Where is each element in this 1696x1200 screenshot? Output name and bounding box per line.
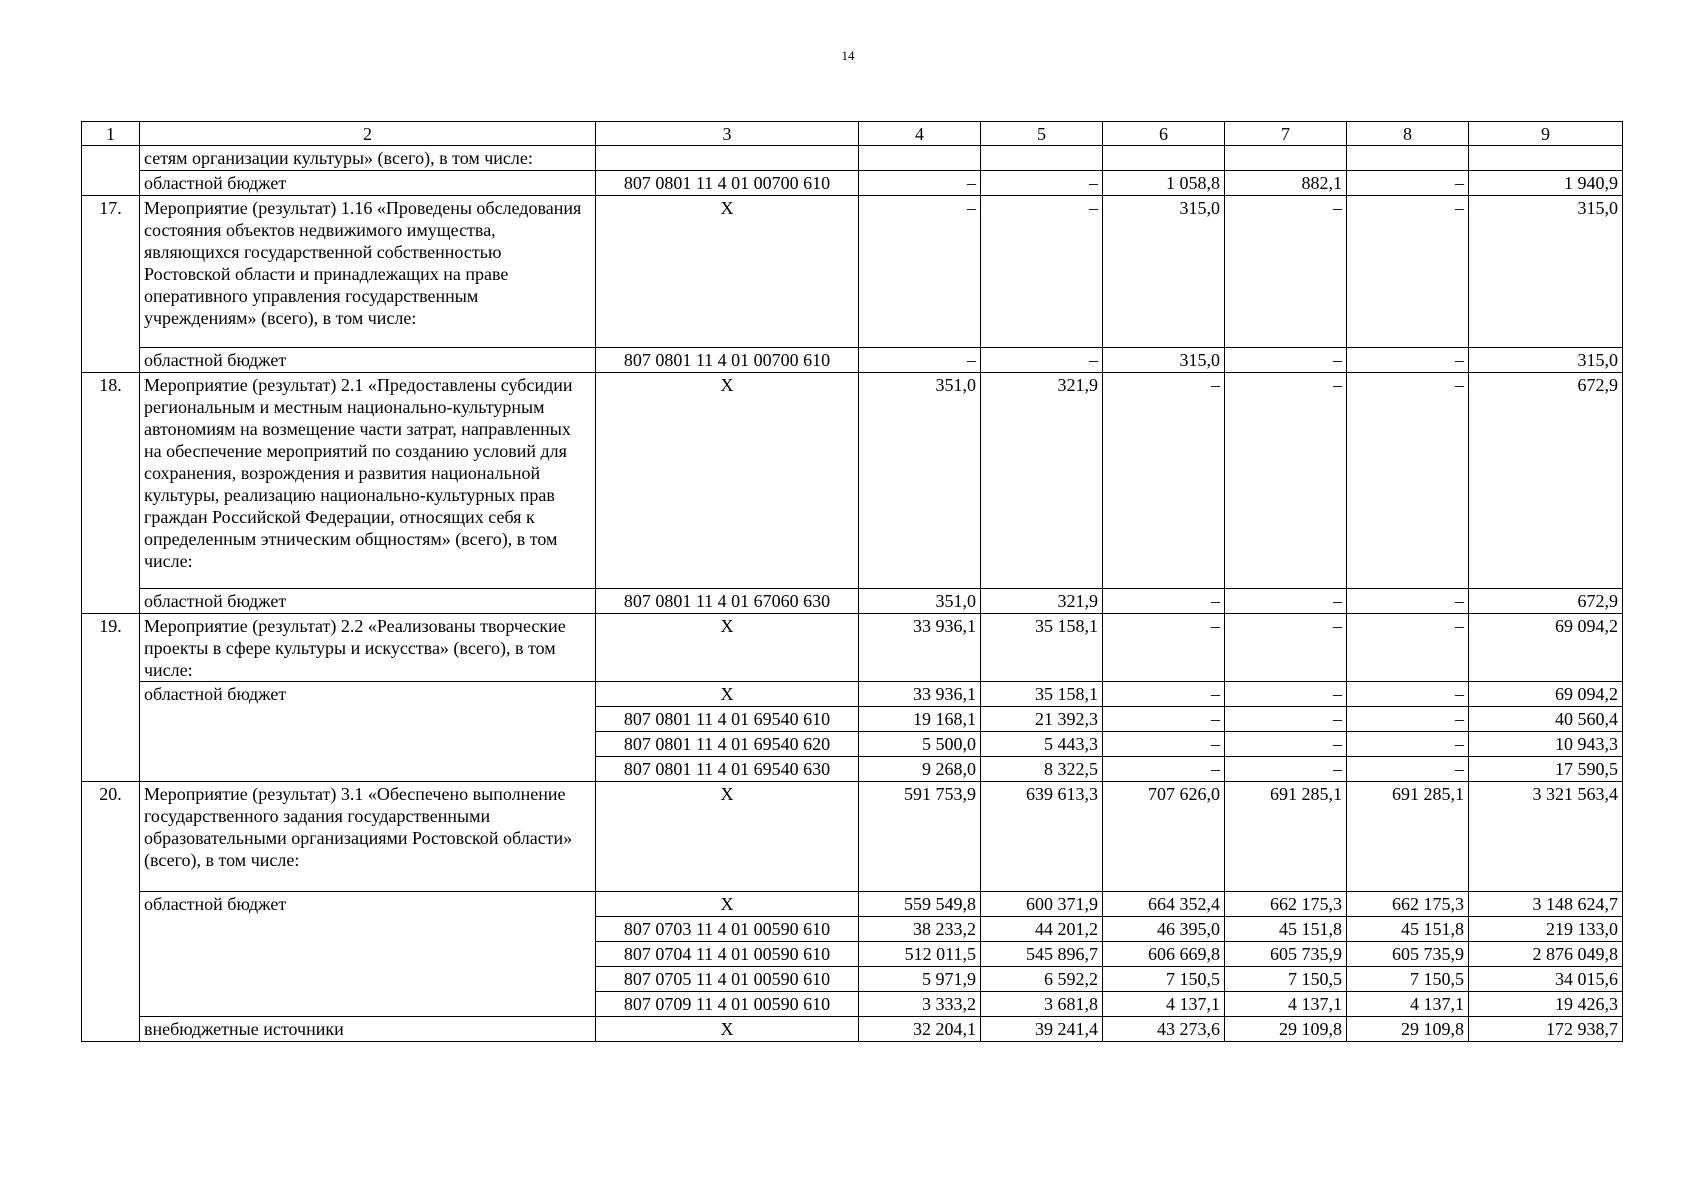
year-value: 3 681,8 <box>981 992 1103 1017</box>
table-row <box>82 171 1623 196</box>
year-value: – <box>1103 373 1225 589</box>
year-value: – <box>1225 707 1347 732</box>
year-value: 591 753,9 <box>859 782 981 892</box>
column-header: 9 <box>1469 122 1623 146</box>
year-value: – <box>1347 682 1469 707</box>
total-value: 40 560,4 <box>1469 707 1623 732</box>
total-value: 3 321 563,4 <box>1469 782 1623 892</box>
table-row <box>82 892 1623 917</box>
year-value: 44 201,2 <box>981 917 1103 942</box>
year-value: – <box>1225 196 1347 348</box>
table-row <box>82 682 1623 707</box>
total-value: 69 094,2 <box>1469 682 1623 707</box>
year-value: 5 971,9 <box>859 967 981 992</box>
year-value: 5 500,0 <box>859 732 981 757</box>
year-value: 7 150,5 <box>1103 967 1225 992</box>
year-value: – <box>1103 757 1225 782</box>
column-header: 3 <box>596 122 859 146</box>
year-value: 33 936,1 <box>859 682 981 707</box>
year-value: 33 936,1 <box>859 614 981 682</box>
year-value: 639 613,3 <box>981 782 1103 892</box>
column-header: 4 <box>859 122 981 146</box>
column-header: 8 <box>1347 122 1469 146</box>
year-value: 691 285,1 <box>1347 782 1469 892</box>
year-value: 19 168,1 <box>859 707 981 732</box>
budget-code: 807 0801 11 4 01 69540 630 <box>596 757 859 782</box>
year-value: 35 158,1 <box>981 682 1103 707</box>
budget-code: 807 0801 11 4 01 69540 610 <box>596 707 859 732</box>
item-number: 17. <box>82 196 140 373</box>
year-value: 315,0 <box>1103 348 1225 373</box>
year-value: 4 137,1 <box>1347 992 1469 1017</box>
year-value: 8 322,5 <box>981 757 1103 782</box>
year-value <box>1347 146 1469 171</box>
year-value: 46 395,0 <box>1103 917 1225 942</box>
item-description: сетям организации культуры» (всего), в том числе: <box>140 146 596 171</box>
year-value: – <box>1347 757 1469 782</box>
table-row <box>82 782 1623 892</box>
budget-code: Х <box>596 682 859 707</box>
year-value: – <box>1347 373 1469 589</box>
year-value: 664 352,4 <box>1103 892 1225 917</box>
page-number: 14 <box>841 48 855 63</box>
year-value: 605 735,9 <box>1225 942 1347 967</box>
year-value: 559 549,8 <box>859 892 981 917</box>
year-value: 5 443,3 <box>981 732 1103 757</box>
budget-code: 807 0801 11 4 01 00700 610 <box>596 348 859 373</box>
item-number: 19. <box>82 614 140 782</box>
budget-code: Х <box>596 373 859 589</box>
column-header: 5 <box>981 122 1103 146</box>
year-value: 512 011,5 <box>859 942 981 967</box>
year-value: 545 896,7 <box>981 942 1103 967</box>
item-description: Мероприятие (результат) 2.2 «Реализованы творческие проекты в сфере культуры и искусства» (всего), в том числе: <box>140 614 596 682</box>
item-number: 18. <box>82 373 140 614</box>
year-value: 600 371,9 <box>981 892 1103 917</box>
year-value: 1 058,8 <box>1103 171 1225 196</box>
item-description: Мероприятие (результат) 1.16 «Проведены обследования состояния объектов недвижимого имущества, являющихся государственной собственностью Ростовской области и принадлежащих на праве оперативного управления государственным учреждениям» (всего), в том числе: <box>140 196 596 348</box>
budget-code: Х <box>596 782 859 892</box>
year-value: 45 151,8 <box>1225 917 1347 942</box>
year-value: – <box>1225 757 1347 782</box>
table-row <box>82 373 1623 589</box>
total-value: 672,9 <box>1469 373 1623 589</box>
budget-code: Х <box>596 614 859 682</box>
column-number-row <box>82 122 1623 146</box>
year-value: – <box>1347 707 1469 732</box>
year-value: – <box>1103 732 1225 757</box>
table-row <box>82 614 1623 682</box>
table-row <box>82 1017 1623 1042</box>
item-description: Мероприятие (результат) 3.1 «Обеспечено выполнение государственного задания государственными образовательными организациями Ростовской области» (всего), в том числе: <box>140 782 596 892</box>
column-header: 7 <box>1225 122 1347 146</box>
year-value: 691 285,1 <box>1225 782 1347 892</box>
year-value: – <box>1103 589 1225 614</box>
table-row <box>82 146 1623 171</box>
budget-code: 807 0705 11 4 01 00590 610 <box>596 967 859 992</box>
year-value: 45 151,8 <box>1347 917 1469 942</box>
year-value: 43 273,6 <box>1103 1017 1225 1042</box>
item-description: областной бюджет <box>140 171 596 196</box>
year-value: – <box>1103 682 1225 707</box>
item-description: областной бюджет <box>140 892 596 1017</box>
year-value: 21 392,3 <box>981 707 1103 732</box>
table-row <box>82 196 1623 348</box>
total-value: 17 590,5 <box>1469 757 1623 782</box>
item-description: Мероприятие (результат) 2.1 «Предоставлены субсидии региональным и местным национально-культурным автономиям на возмещение части затрат, направленных на обеспечение мероприятий по созданию условий для сохранения, возрождения и развития национальной культуры, реализацию национально-культурных прав граждан Российской Федерации, относящих себя к определенным этническим общностям» (всего), в том числе: <box>140 373 596 589</box>
item-number <box>82 146 140 196</box>
year-value: 32 204,1 <box>859 1017 981 1042</box>
year-value: – <box>1103 614 1225 682</box>
year-value: – <box>981 348 1103 373</box>
total-value: 69 094,2 <box>1469 614 1623 682</box>
year-value: – <box>859 196 981 348</box>
year-value: – <box>859 348 981 373</box>
budget-code: Х <box>596 196 859 348</box>
year-value: 321,9 <box>981 373 1103 589</box>
item-number: 20. <box>82 782 140 1042</box>
year-value: 605 735,9 <box>1347 942 1469 967</box>
year-value: – <box>1225 373 1347 589</box>
column-header: 2 <box>140 122 596 146</box>
total-value: 172 938,7 <box>1469 1017 1623 1042</box>
year-value: – <box>1103 707 1225 732</box>
year-value: 29 109,8 <box>1225 1017 1347 1042</box>
year-value: – <box>981 196 1103 348</box>
year-value: – <box>1347 614 1469 682</box>
table-row <box>82 348 1623 373</box>
total-value: 19 426,3 <box>1469 992 1623 1017</box>
budget-code: 807 0801 11 4 01 69540 620 <box>596 732 859 757</box>
year-value: 7 150,5 <box>1225 967 1347 992</box>
year-value: 3 333,2 <box>859 992 981 1017</box>
year-value: 606 669,8 <box>1103 942 1225 967</box>
year-value: 351,0 <box>859 589 981 614</box>
year-value: – <box>1347 732 1469 757</box>
item-description: внебюджетные источники <box>140 1017 596 1042</box>
year-value: – <box>859 171 981 196</box>
year-value: 35 158,1 <box>981 614 1103 682</box>
year-value: 662 175,3 <box>1225 892 1347 917</box>
budget-code: 807 0801 11 4 01 67060 630 <box>596 589 859 614</box>
total-value: 315,0 <box>1469 196 1623 348</box>
table-row <box>82 589 1623 614</box>
year-value: – <box>1225 348 1347 373</box>
year-value: 6 592,2 <box>981 967 1103 992</box>
budget-code: 807 0704 11 4 01 00590 610 <box>596 942 859 967</box>
budget-code: 807 0703 11 4 01 00590 610 <box>596 917 859 942</box>
total-value <box>1469 146 1623 171</box>
column-header: 6 <box>1103 122 1225 146</box>
year-value: – <box>1225 682 1347 707</box>
total-value: 219 133,0 <box>1469 917 1623 942</box>
total-value: 1 940,9 <box>1469 171 1623 196</box>
budget-code: 807 0801 11 4 01 00700 610 <box>596 171 859 196</box>
year-value: 662 175,3 <box>1347 892 1469 917</box>
budget-code: Х <box>596 1017 859 1042</box>
item-description: областной бюджет <box>140 589 596 614</box>
total-value: 34 015,6 <box>1469 967 1623 992</box>
year-value: – <box>981 171 1103 196</box>
year-value: 321,9 <box>981 589 1103 614</box>
year-value: – <box>1225 589 1347 614</box>
year-value: 9 268,0 <box>859 757 981 782</box>
year-value: 7 150,5 <box>1347 967 1469 992</box>
year-value: 29 109,8 <box>1347 1017 1469 1042</box>
year-value: 38 233,2 <box>859 917 981 942</box>
budget-table <box>81 121 1623 1042</box>
total-value: 672,9 <box>1469 589 1623 614</box>
budget-code: 807 0709 11 4 01 00590 610 <box>596 992 859 1017</box>
year-value <box>1225 146 1347 171</box>
total-value: 315,0 <box>1469 348 1623 373</box>
year-value <box>859 146 981 171</box>
year-value: 4 137,1 <box>1103 992 1225 1017</box>
year-value: 351,0 <box>859 373 981 589</box>
total-value: 2 876 049,8 <box>1469 942 1623 967</box>
year-value: – <box>1347 589 1469 614</box>
year-value: 39 241,4 <box>981 1017 1103 1042</box>
year-value: – <box>1347 348 1469 373</box>
year-value: – <box>1347 196 1469 348</box>
item-description: областной бюджет <box>140 348 596 373</box>
year-value: – <box>1347 171 1469 196</box>
total-value: 10 943,3 <box>1469 732 1623 757</box>
year-value: 882,1 <box>1225 171 1347 196</box>
year-value: 4 137,1 <box>1225 992 1347 1017</box>
column-header: 1 <box>82 122 140 146</box>
budget-code: Х <box>596 892 859 917</box>
total-value: 3 148 624,7 <box>1469 892 1623 917</box>
year-value: 315,0 <box>1103 196 1225 348</box>
year-value: – <box>1225 732 1347 757</box>
budget-code <box>596 146 859 171</box>
item-description: областной бюджет <box>140 682 596 782</box>
year-value <box>981 146 1103 171</box>
year-value: – <box>1225 614 1347 682</box>
year-value <box>1103 146 1225 171</box>
year-value: 707 626,0 <box>1103 782 1225 892</box>
